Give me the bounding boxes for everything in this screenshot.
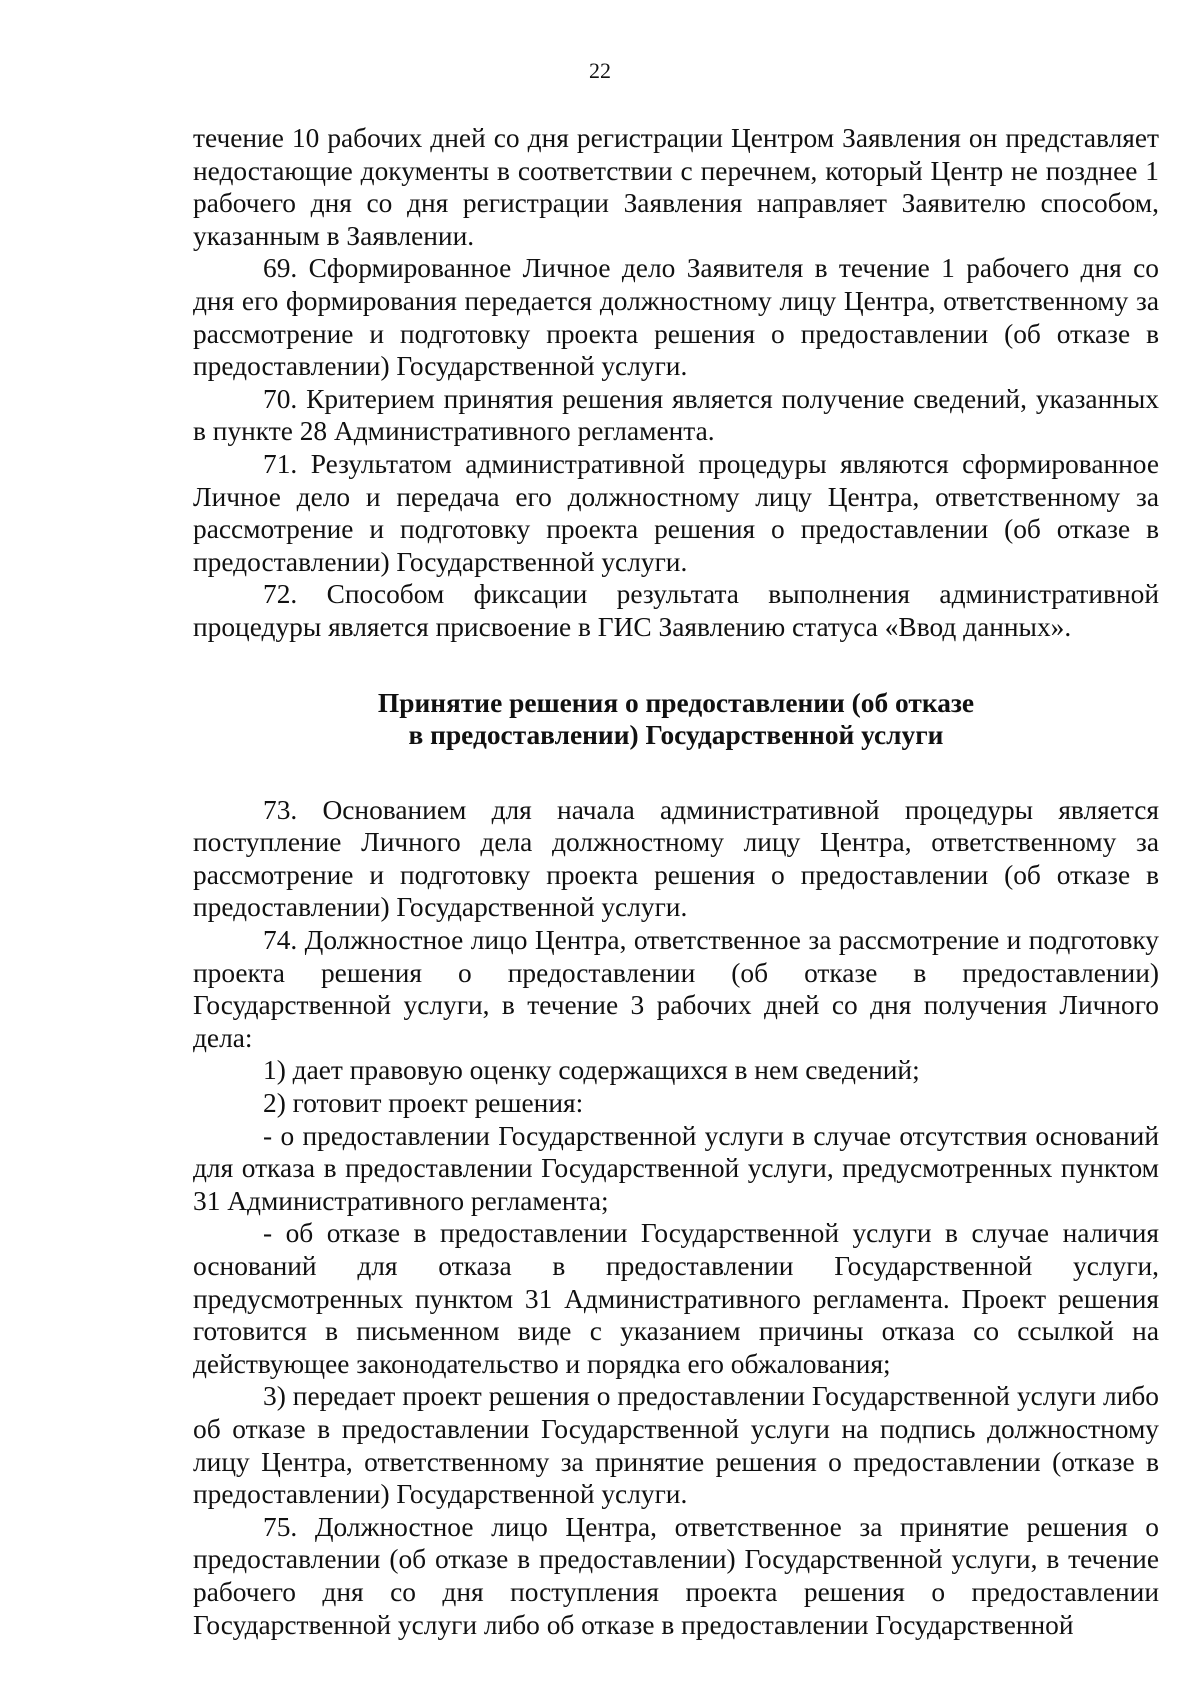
paragraph-72: 72. Способом фиксации результата выполнения административной процедуры является присвоение в ГИС Заявлению статуса «Ввод данных».	[193, 579, 1159, 642]
paragraph-69: 69. Сформированное Личное дело Заявителя в течение 1 рабочего дня со дня его формирования передается должностному лицу Центра, ответственному за рассмотрение и подготовку проекта решения о предоставлении (об отказе в предоставлении) Государственной услуги.	[193, 253, 1159, 382]
paragraph-continuation: течение 10 рабочих дней со дня регистрации Центром Заявления он представляет недостающие документы в соответствии с перечнем, который Центр не позднее 1 рабочего дня со дня регистрации Заявления направляет Заявителю способом, указанным в Заявлении.	[193, 123, 1159, 251]
list-subitem-refusal: - об отказе в предоставлении Государственной услуги в случае наличия оснований для отказа в предоставлении Государственной услуги, предусмотренных пунктом 31 Административного регламента. Проект решения готовится в письменном виде с указанием причины отказа со ссылкой на действующее законодательство и порядка его обжалования;	[193, 1218, 1159, 1379]
paragraph-74: 74. Должностное лицо Центра, ответственное за рассмотрение и подготовку проекта решения о предоставлении (об отказе в предоставлении) Государственной услуги, в течение 3 рабочих дней со дня получения Личного дела:	[193, 925, 1159, 1053]
section-heading	[193, 687, 1159, 752]
section-heading-line-2: в предоставлении) Государственной услуги	[408, 720, 944, 751]
page-number: 22	[589, 58, 611, 83]
list-item-3: 3) передает проект решения о предоставлении Государственной услуги либо об отказе в предоставлении Государственной услуги на подпись должностному лицу Центра, ответственному за принятие решения о предоставлении (отказе в предоставлении) Государственной услуги.	[193, 1381, 1159, 1510]
list-item-2: 2) готовит проект решения:	[263, 1088, 584, 1119]
list-subitem-grant: - о предоставлении Государственной услуги в случае отсутствия оснований для отказа в предоставлении Государственной услуги, предусмотренных пунктом 31 Административного регламента;	[193, 1120, 1159, 1216]
section-heading-line-1: Принятие решения о предоставлении (об отказе	[377, 687, 975, 718]
paragraph-75: 75. Должностное лицо Центра, ответственное за принятие решения о предоставлении (об отказе в предоставлении) Государственной услуги, в течение рабочего дня со дня поступления проекта решения о предоставлении Государственной услуги либо об отказе в предоставлении Государственной	[193, 1511, 1159, 1640]
document-body	[193, 122, 1159, 1641]
paragraph-70: 70. Критерием принятия решения является получение сведений, указанных в пункте 28 Административного регламента.	[193, 383, 1159, 447]
paragraph-73: 73. Основанием для начала административной процедуры является поступление Личного дела должностному лицу Центра, ответственному за рассмотрение и подготовку проекта решения о предоставлении (об отказе в предоставлении) Государственной услуги.	[193, 794, 1159, 923]
paragraph-71: 71. Результатом административной процедуры являются сформированное Личное дело и передача его должностному лицу Центра, ответственному за рассмотрение и подготовку проекта решения о предоставлении (об отказе в предоставлении) Государственной услуги.	[193, 448, 1159, 577]
list-item-1: 1) дает правовую оценку содержащихся в нем сведений;	[263, 1055, 920, 1086]
